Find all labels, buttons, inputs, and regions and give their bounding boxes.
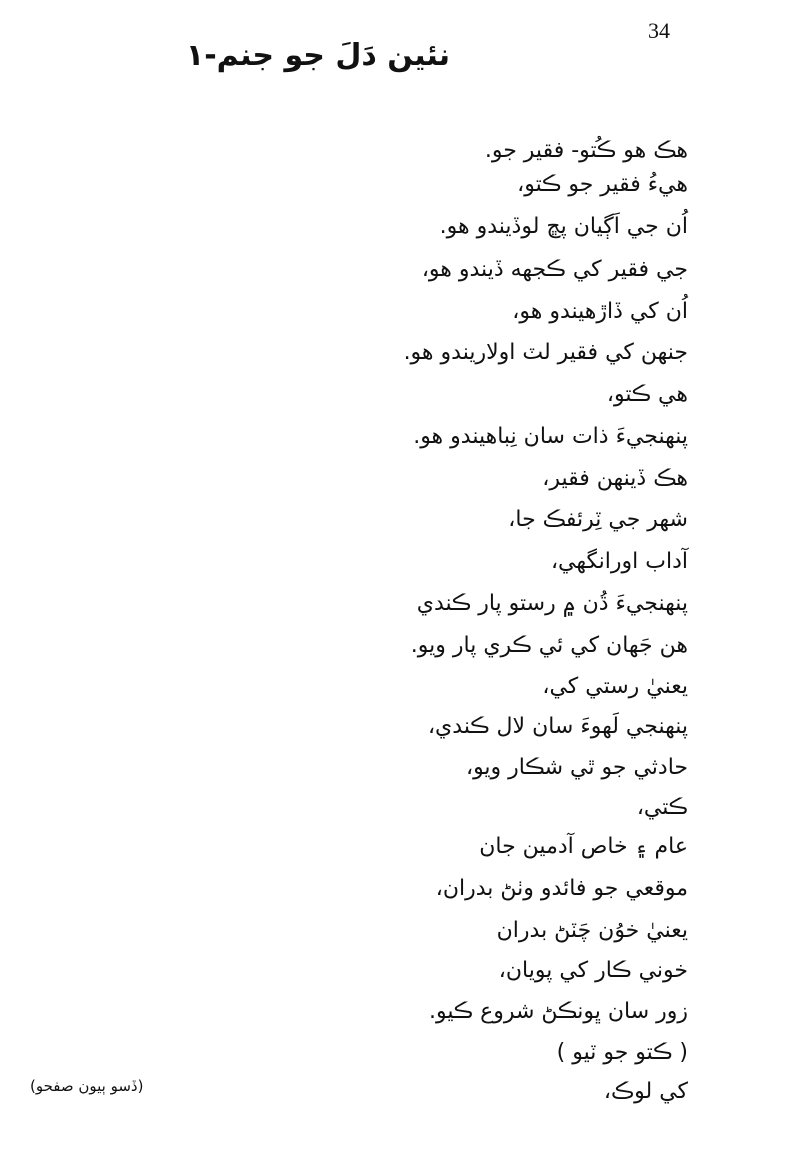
poem-line: ( ڪتو جو ٽيو ) xyxy=(556,1040,688,1065)
poem-line: هيءُ فقير جو ڪتو، xyxy=(517,172,688,197)
poem-line: پنهنجي لَهوءَ سان لال ڪندي، xyxy=(427,714,688,739)
poem-line: يعنيٰ خوُن چَٽڻ بدران xyxy=(496,918,688,943)
poem-line: يعنيٰ رستي کي، xyxy=(542,674,688,699)
page-number: 34 xyxy=(648,18,670,43)
poem-line: زور سان ڀونڪڻ شروع ڪيو. xyxy=(428,999,688,1024)
poem-line: پنهنجيءَ ذات سان نِباهيندو هو. xyxy=(413,424,688,449)
poem-line: خوني ڪار کي پويان، xyxy=(498,958,688,983)
poem-line: اُن کي ڏاڙهيندو هو، xyxy=(512,299,688,324)
poem-line: هي ڪتو، xyxy=(606,382,688,407)
continued-note: (ڏسو ٻيون صفحو) xyxy=(30,1077,144,1095)
poem-line: هن جَهان کي ئي ڪري پار ويو. xyxy=(410,633,688,658)
poem-line: کي لوڪ، xyxy=(603,1079,688,1104)
poem-line: اُن جي اَڳيان پڇ لوڏيندو هو. xyxy=(439,214,688,239)
poem-line: جنهن کي فقير لٽ اولاريندو هو. xyxy=(403,340,688,365)
poem-line: شهر جي ٽِرئفڪ جا، xyxy=(508,507,688,532)
page-title: نئين دَلَ جو جنم-١ xyxy=(185,38,450,73)
poem-line: موقعي جو فائدو وٺڻ بدران، xyxy=(435,876,688,901)
poem-line: عام ۽ خاص آدمين جان xyxy=(479,834,688,859)
poem-line: آداب اورانگهي، xyxy=(550,549,688,574)
poem-line: هڪ ڏينهن فقير، xyxy=(542,466,688,491)
poem-line: پنهنجيءَ ڌُن ۾ رستو پار ڪندي xyxy=(416,591,688,616)
poem-line: هڪ هو ڪُتو- فقير جو. xyxy=(484,138,688,163)
poem-line: جي فقير کي ڪجهه ڏيندو هو، xyxy=(421,257,688,282)
poem-line: حادثي جو ٿي شڪار ويو، xyxy=(465,755,688,780)
poem-line: ڪتي، xyxy=(636,795,688,820)
